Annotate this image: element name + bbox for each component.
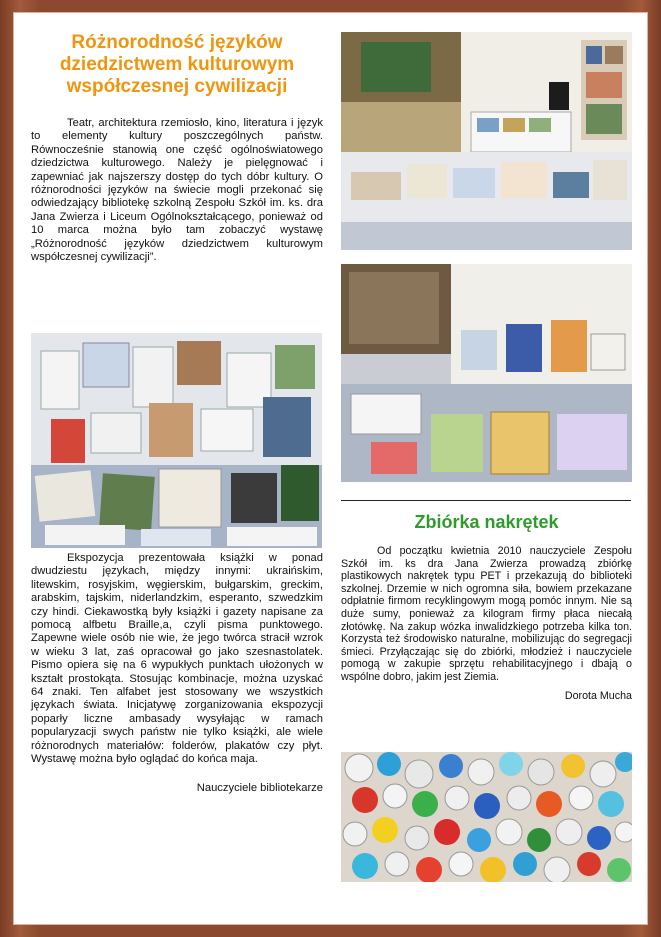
exhibition-photo-books	[31, 333, 322, 548]
left-column	[31, 32, 323, 264]
caps-signature: Dorota Mucha	[564, 689, 632, 702]
article-title-caps: Zbiórka nakrętek	[414, 512, 559, 532]
exhibition-photo-table	[341, 32, 632, 250]
newsletter-page	[13, 12, 648, 925]
article-signature: Nauczyciele bibliotekarze	[196, 781, 323, 794]
exhibition-photo-childrens-books	[341, 264, 632, 482]
left-column-continued	[31, 552, 323, 794]
right-column-article	[341, 512, 632, 702]
bottle-caps-photo	[341, 752, 632, 882]
article-paragraph-2: Ekspozycja prezentowała książki w ponad dwudziestu językach, między innymi: ukraińskim, litewskim, rosyjskim, węgierskim, bułgarskim, greckim, arabskim, tajskim, niderlandzkim, esperanto, szwedzkim czy hindi. Ciekawostką były książki i gazety napisane za pomocą alfbetu Braille,a, czyli pisma punktowego. Zapewne wiele osób nie wie, że jego twórca stracił wzrok w wieku 3 lat, zaś opracował go jako szesnastolatek. Pismo opiera się na 6 wypukłych punktach ułożonych w kształt prostokąta. Stosując kombinacje, można uzyskać 64 znaki. Ten alfabet jest stosowany we wszystkich językach świata. Inicjatywę zorganizowania ekspozycji poparły liczne ambasady wysyłając w ramach popularyzacji swych państw nie tylko książki, ale wiele różnorodnych materiałów: folderów, plakatów czy płyt. Wystawę można było oglądać do końca maja.	[31, 552, 323, 766]
article-paragraph-1: Teatr, architektura rzemiosło, kino, literatura i język to elementy kultury poszczególnych państw. Równocześnie stanowią one część ogólnoświatowego dziedzictwa kulturowego. Należy je pielęgnować i zapewniać jak najszerszy dostęp do tych dóbr kultury. O różnorodności języków na świecie mogli przekonać się odwiedzający bibliotekę szkolną Zespołu Szkół im. ks. dra Jana Zwierza i Liceum Ogólnokształcącego, ponieważ od 10 marca można było tam zobaczyć wystawę „Różnorodność języków dziedzictwem kulturowym współczesnej cywilizacji”.	[31, 117, 323, 264]
section-divider	[341, 500, 631, 501]
caps-paragraph: Od początku kwietnia 2010 nauczyciele Zespołu Szkół im. ks dra Jana Zwierza prowadzą zbiórkę plastikowych nakrętek typu PET i przekazują do biblioteki szkolnej. Drzemie w nich ogromna siła, bowiem przekazane odpłatnie firmom recyklingowym mogą pomóc innym. Nie są duże sumy, ponieważ za kilogram firmy płaca niecałą złotówkę. Na zakup wózka inwalidzkiego potrzeba kilka ton. Korzysta też środowisko naturalne, mobilizując do segregacji śmieci. Przyłączając się do zbiórki, młodzież i nauczyciele pomogą w zakupie sprzętu rehabilitacyjnego i dbają o wspólne dobro, jakim jest Ziemia.	[341, 545, 632, 683]
article-title: Różnorodność języków dziedzictwem kulturowym współczesnej cywilizacji	[59, 32, 295, 97]
